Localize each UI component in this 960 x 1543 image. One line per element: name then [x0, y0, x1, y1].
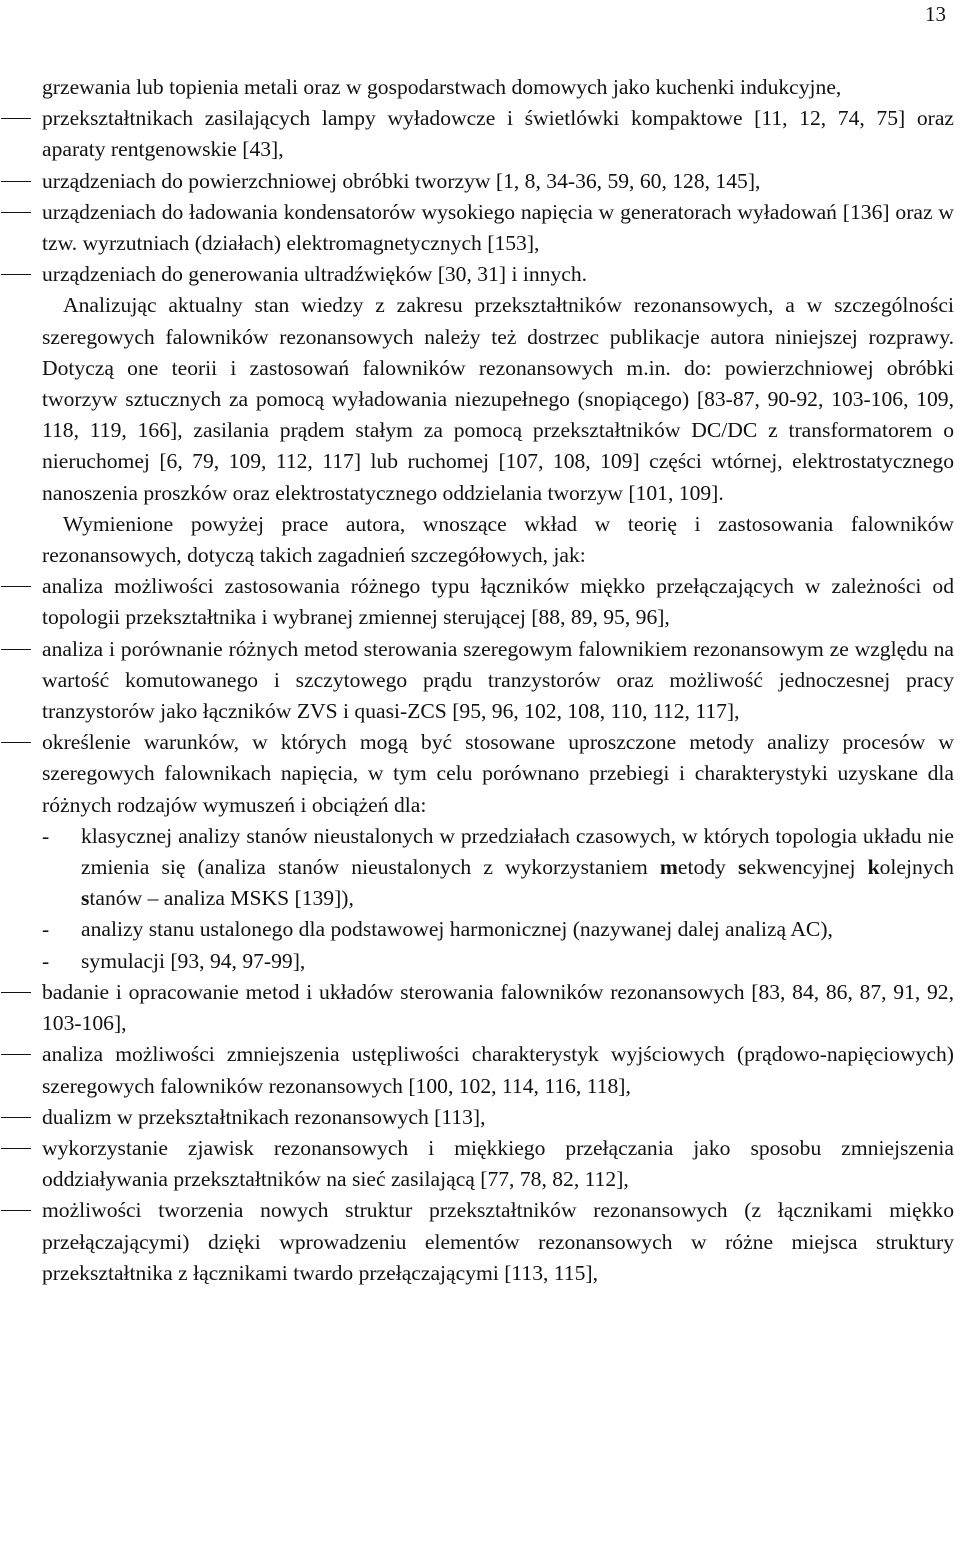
list-item-text: analiza możliwości zmniejszenia ustępliwości charakterystyk wyjściowych (prądowo-napięciowych) szeregowych falowników rezonansowych [100, 102, 114, 116, 118], — [42, 1042, 954, 1098]
list-item — [42, 1039, 954, 1101]
page-number: 13 — [925, 2, 946, 26]
list-item — [42, 259, 954, 290]
sub-list-item — [42, 914, 954, 945]
paragraph: Wymienione powyżej prace autora, wnoszące wkład w teorię i zastosowania falowników rezonansowych, dotyczą takich zagadnień szczegółowych, jak: — [42, 511, 954, 568]
hyphen-bullet — [42, 821, 72, 852]
continuation-text: grzewania lub topienia metali oraz w gospodarstwach domowych jako kuchenki indukcyjne, — [42, 75, 842, 99]
list-item-text: analiza i porównanie różnych metod sterowania szeregowym falownikiem rezonansowym ze względu na wartość komutowanego i szczytowego prądu tranzystorów oraz możliwość jednoczesnej pracy tranzystorów jako łączników ZVS i quasi-ZCS [95, 96, 102, 108, 110, 112, 117], — [42, 636, 954, 724]
sub-list-item — [42, 946, 954, 977]
sub-list-item-text: symulacji [93, 94, 97-99], — [81, 948, 306, 973]
list-item — [42, 634, 954, 728]
list-item-text: przekształtnikach zasilających lampy wyładowcze i świetlówki kompaktowe [11, 12, 74, 75] oraz aparaty rentgenowskie [43], — [42, 106, 954, 162]
list-item — [42, 571, 954, 633]
sub-list-item — [42, 821, 954, 915]
hyphen-bullet — [42, 914, 72, 945]
list-item — [42, 1195, 954, 1289]
list-item-text: badanie i opracowanie metod i układów sterowania falowników rezonansowych [83, 84, 86, 87, 91, 92, 103-106], — [42, 979, 954, 1036]
list-item — [42, 103, 954, 165]
list-item-text: urządzeniach do ładowania kondensatorów wysokiego napięcia w generatorach wyładowań [136] oraz w tzw. wyrzutniach (działach) elektromagnetycznych [153], — [42, 199, 954, 256]
hyphen-bullet — [42, 946, 72, 977]
list-item-text: urządzeniach do generowania ultradźwięków [30, 31] i innych. — [42, 262, 588, 287]
list-item-text: możliwości tworzenia nowych struktur przekształtników rezonansowych (z łącznikami miękko przełączającymi) dzięki wprowadzeniu elementów rezonansowych w różne miejsca struktury przekształtnika z łącznikami twardo przełączającymi [113, 115], — [42, 1198, 954, 1285]
list-item-text: urządzeniach do powierzchniowej obróbki tworzyw [1, 8, 34-36, 59, 60, 128, 145], — [42, 168, 761, 193]
sub-list-item-text: klasycznej analizy stanów nieustalonych w przedziałach czasowych, w których topologia układu nie zmienia się (analiza stanów nieustalonych z wykorzystaniem metody sekwencyjnej kolejnych stanów – analiza MSKS [139]), — [81, 823, 954, 911]
list-item — [42, 166, 954, 197]
list-item-text: wykorzystanie zjawisk rezonansowych i miękkiego przełączania jako sposobu zmniejszenia oddziaływania przekształtników na sieć zasilającą [77, 78, 82, 112], — [42, 1135, 954, 1192]
list-item — [42, 1102, 954, 1133]
list-item — [42, 727, 954, 821]
list-item — [42, 1133, 954, 1195]
paragraph: Analizując aktualny stan wiedzy z zakresu przekształtników rezonansowych, a w szczególności szeregowych falowników rezonansowych należy też dostrzec publikacje autora niniejszej rozprawy. Dotyczą one teorii i zastosowań falowników rezonansowych m.in. do: powierzchniowej obróbki tworzyw sztucznych za pomocą wyładowania niezupełnego (snopiącego) [83-87, 90-92, 103-106, 109, 118, 119, 166], zasilania prądem stałym za pomocą przekształtników DC/DC z transformatorem o nieruchomej [6, 79, 109, 112, 117] lub ruchomej [107, 108, 109] części wtórnej, elektrostatycznego nanoszenia proszków oraz elektrostatycznego oddzielania tworzyw [101, 109]. — [42, 293, 954, 505]
list-item — [42, 197, 954, 259]
list-item-text: dualizm w przekształtnikach rezonansowych [113], — [42, 1104, 486, 1129]
sub-list-item-text: analizy stanu ustalonego dla podstawowej harmonicznej (nazywanej dalej analizą AC), — [81, 917, 833, 942]
page-body — [42, 72, 954, 1289]
list-item-text: określenie warunków, w których mogą być stosowane uproszczone metody analizy procesów w szeregowych falownikach napięcia, w tym celu porównano przebiegi i charakterystyki uzyskane dla różnych rodzajów wymuszeń i obciążeń dla: — [42, 730, 954, 817]
list-item-text: analiza możliwości zastosowania różnego typu łączników miękko przełączających w zależności od topologii przekształtnika i wybranej zmiennej sterującej [88, 89, 95, 96], — [42, 574, 954, 630]
list-item — [42, 977, 954, 1039]
